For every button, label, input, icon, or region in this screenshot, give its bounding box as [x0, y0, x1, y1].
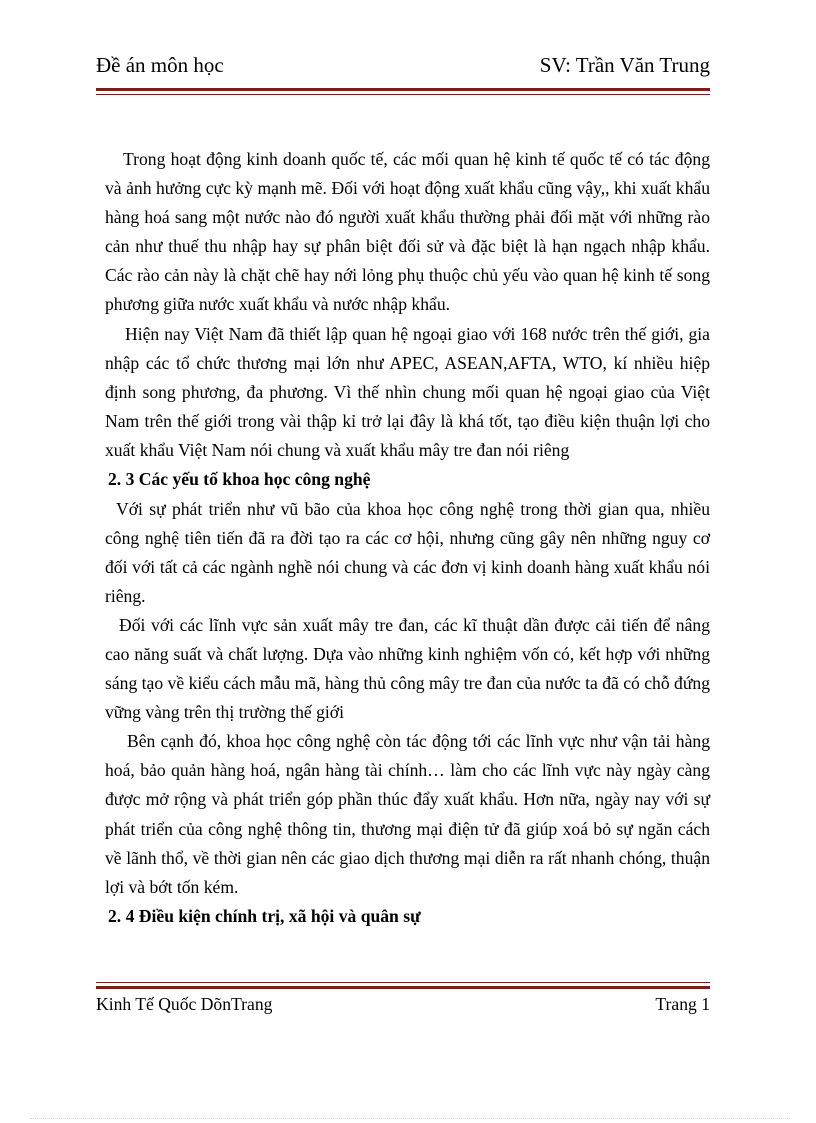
section-heading-technology: 2. 3 Các yếu tố khoa học công nghệ [108, 469, 371, 490]
footer-page-number: Trang 1 [655, 994, 710, 1014]
page-header [96, 52, 710, 82]
header-rule-thick [96, 88, 710, 91]
paragraph-technology-impact: Bên cạnh đó, khoa học công nghệ còn tác động tới các lĩnh vực như vận tải hàng hoá, bảo quản hàng hoá, ngân hàng tài chính… làm cho các lĩnh vực này ngày càng được mở rộng và phát triển góp phần thúc đẩy xuất khẩu. Hơn nữa, ngày nay với sự phát triển của công nghệ thông tin, thương mại điện tử đã giúp xoá bỏ sự ngăn cách về lãnh thổ, về thời gian nên các giao dịch thương mại diễn ra rất nhanh chóng, thuận lợi và bớt tốn kém. [105, 731, 710, 897]
header-student-name: SV: Trần Văn Trung [539, 53, 710, 77]
footer-rule-thin [96, 982, 710, 983]
header-rule-thin [96, 94, 710, 95]
header-course-title: Đề án môn học [96, 53, 224, 77]
paragraph-vietnam-diplomacy: Hiện nay Việt Nam đã thiết lập quan hệ ngoại giao với 168 nước trên thế giới, gia nhập các tổ chức thương mại lớn như APEC, ASEAN,AFTA, WTO, kí nhiều hiệp định song phương, đa phương. Vì thế nhìn chung mối quan hệ ngoại giao của Việt Nam trên thế giới trong vài thập kỉ trở lại đây là khá tốt, tạo điều kiện thuận lợi cho xuất khẩu Việt Nam nói chung và xuất khẩu mây tre đan nói riêng [105, 323, 710, 460]
paragraph-international-relations: Trong hoạt động kinh doanh quốc tế, các mối quan hệ kinh tế quốc tế có tác động và ảnh hưởng cực kỳ mạnh mẽ. Đối với hoạt động xuất khẩu cũng vậy,, khi xuất khẩu hàng hoá sang một nước nào đó người xuất khẩu thường phải đối mặt với những rào cản như thuế thu nhập hay sự phân biệt đối sử và đặc biệt là hạn ngạch nhập khẩu. Các rào cản này là chặt chẽ hay nới lỏng phụ thuộc chủ yếu vào quan hệ kinh tế song phương giữa nước xuất khẩu và nước nhập khẩu. [105, 149, 710, 315]
page-footer [96, 992, 710, 1020]
paragraph-bamboo-rattan-production: Đối với các lĩnh vực sản xuất mây tre đan, các kĩ thuật dần được cải tiến để nâng cao năng suất và chất lượng. Dựa vào những kinh nghiệm vốn có, kết hợp với những sáng tạo về kiểu cách mẫu mã, hàng thủ công mây tre đan của nước ta đã có chỗ đứng vững vàng trên thị trường thế giới [105, 614, 710, 723]
section-heading-politics: 2. 4 Điều kiện chính trị, xã hội và quân sự [108, 905, 421, 926]
document-body [105, 145, 710, 931]
footer-rule-thick [96, 986, 710, 989]
footer-faculty: Kinh Tế Quốc DõnTrang [96, 994, 273, 1014]
paragraph-technology-development: Với sự phát triển như vũ bão của khoa học công nghệ trong thời gian qua, nhiều công nghệ tiên tiến đã ra đời tạo ra các cơ hội, nhưng cũng gây nên những nguy cơ đối với tất cả các ngành nghề nói chung và các đơn vị kinh doanh hàng xuất khẩu nói riêng. [105, 498, 710, 606]
page-bottom-edge [30, 1118, 790, 1119]
